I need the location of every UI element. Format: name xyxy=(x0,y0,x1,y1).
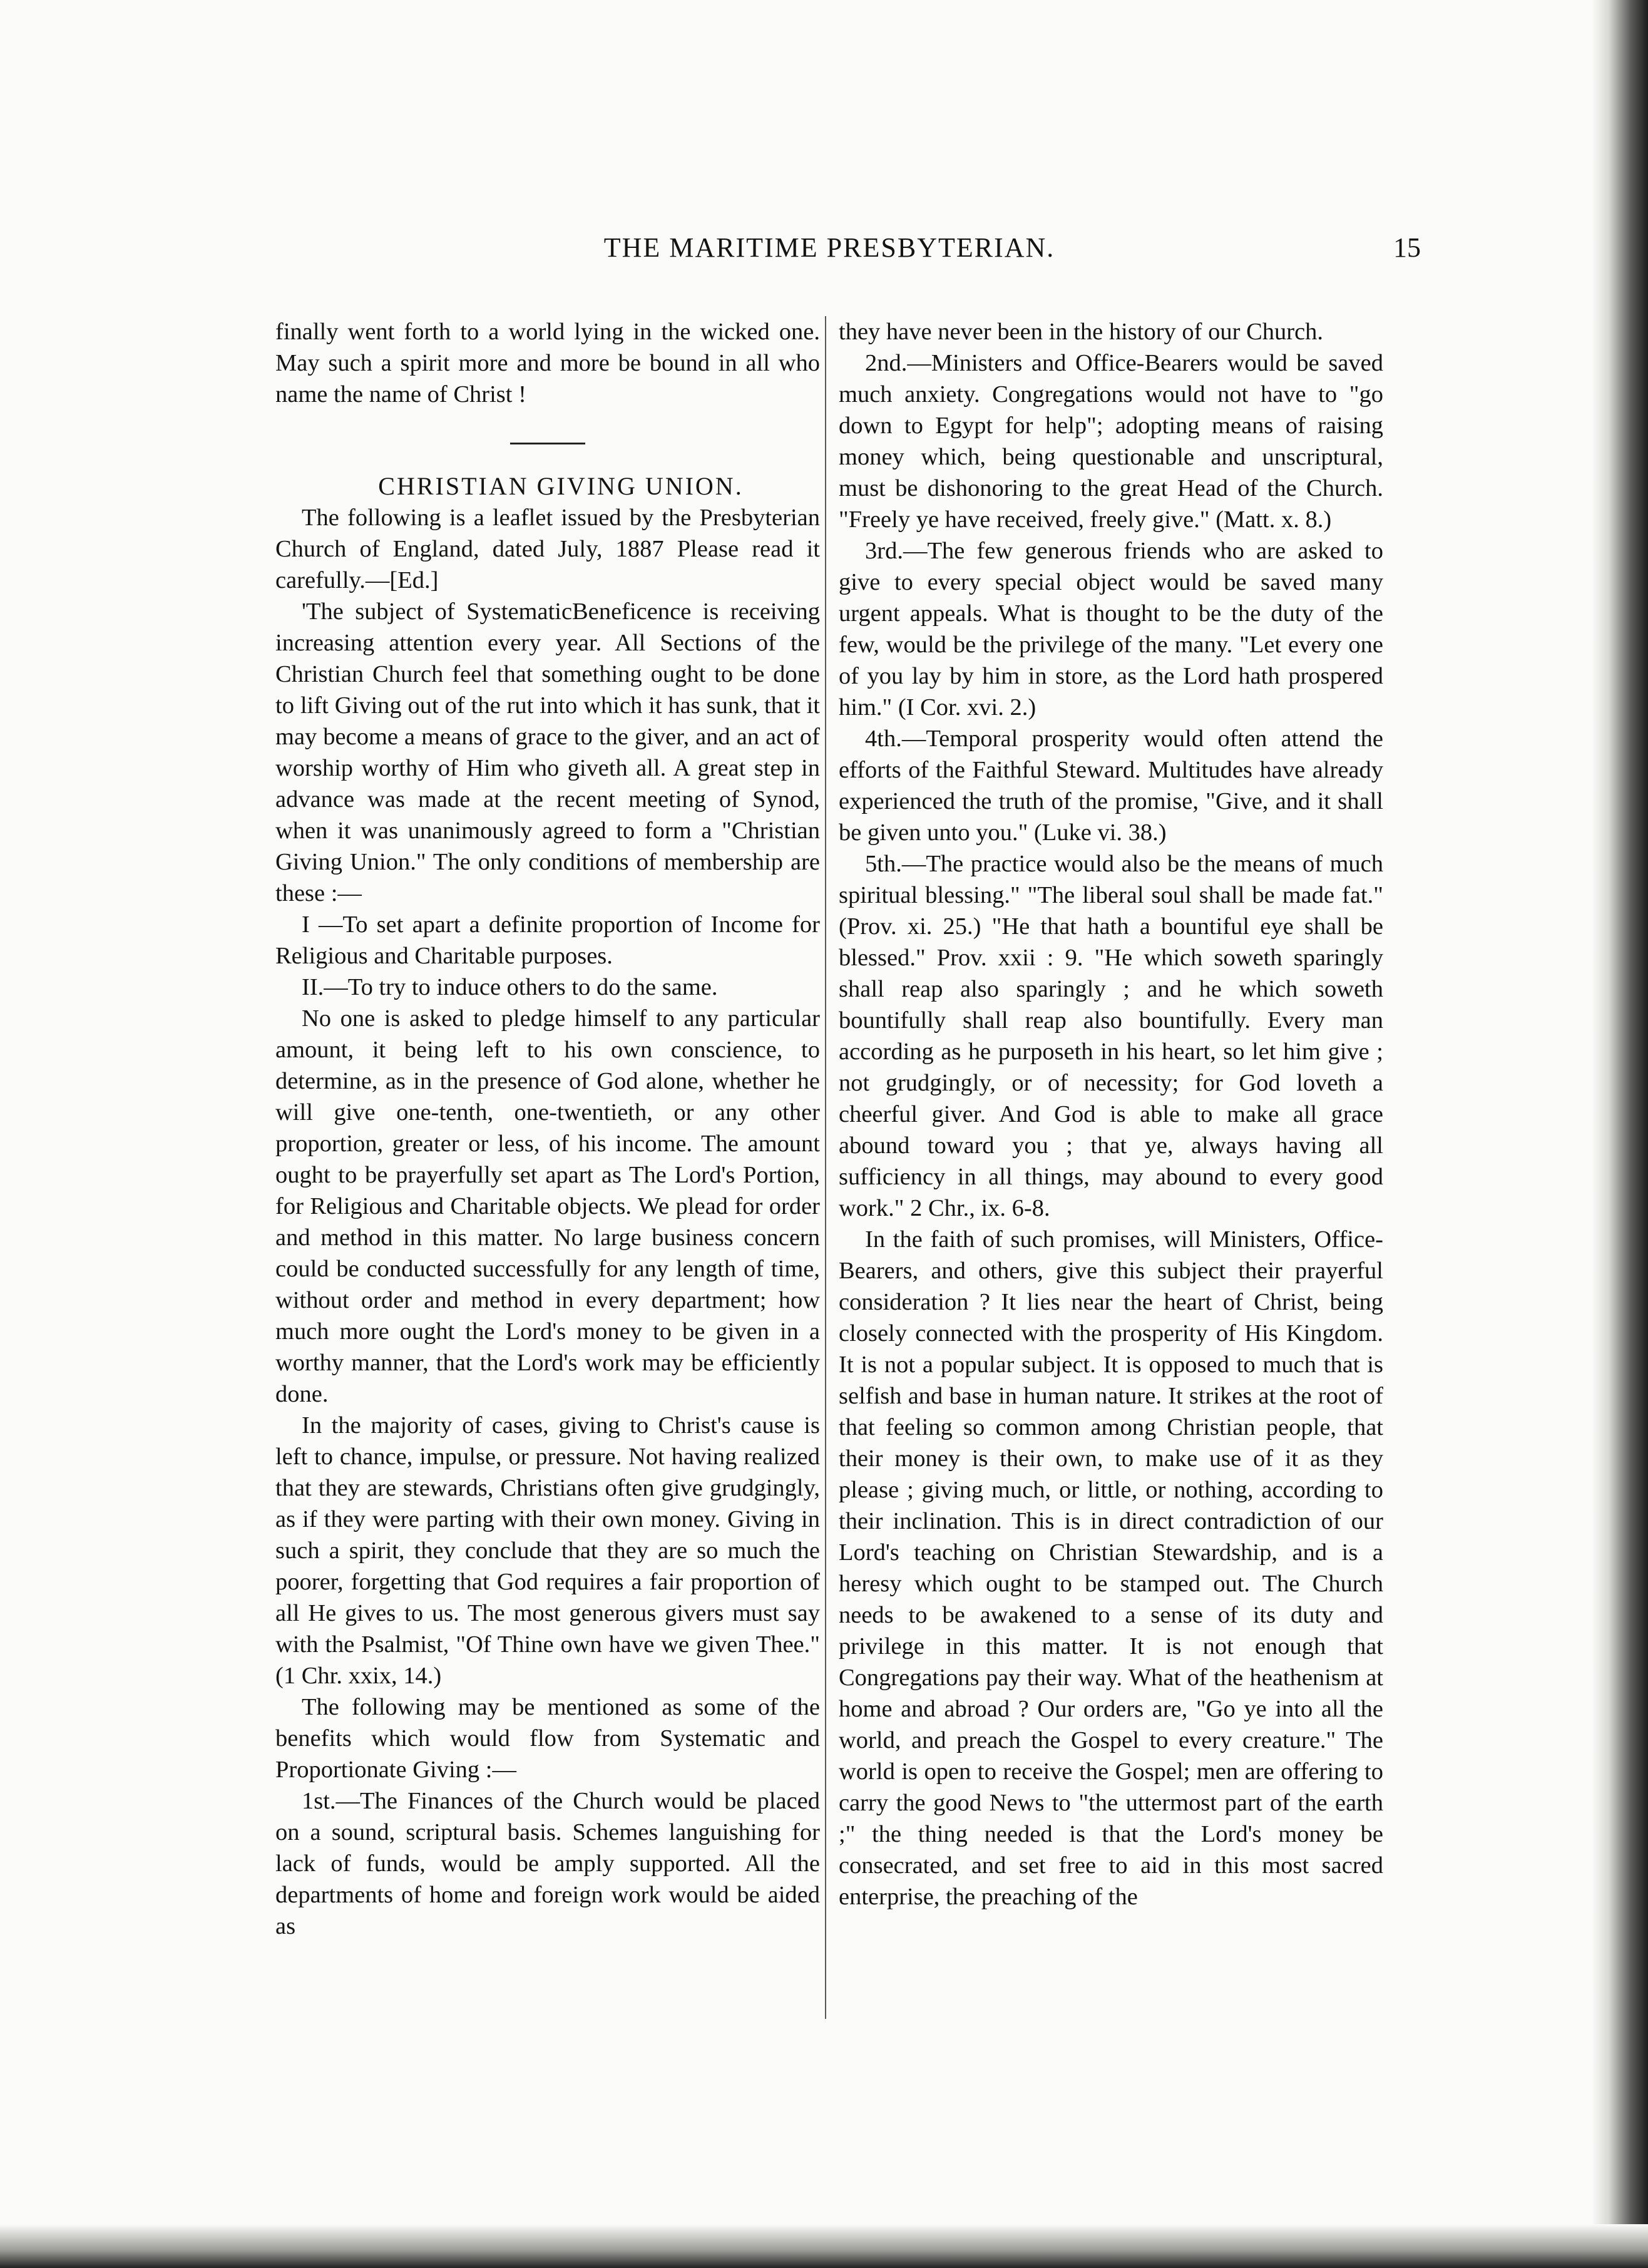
paragraph: 3rd.—The few generous friends who are asked to give to every special object would be saved many urgent appeals. What is thought to be the duty of the few, would be the privilege of the many. "Let every one of you lay by him in store, as the Lord hath prospered him." (I Cor. xvi. 2.) xyxy=(839,538,1383,721)
paragraph: No one is asked to pledge himself to any particular amount, it being left to his own conscience, to determine, as in the presence of God alone, whether he will give one-tenth, one-twentieth, or any other proportion, greater or less, of his income. The amount ought to be prayerfully set apart as The Lord's Portion, for Religious and Charitable objects. We plead for order and method in this matter. No large business concern could be conducted successfully for any length of time, without order and method in every department; how much more ought the Lord's money to be given in a worthy manner, that the Lord's work may be efficiently done. xyxy=(275,1005,820,1407)
paragraph: I —To set apart a definite proportion of Income for Religious and Charitable purposes. xyxy=(275,911,820,969)
paragraph: In the majority of cases, giving to Christ's cause is left to chance, impulse, or pressure. Not having realized that they are stewards, Christians often give grudgingly, as if they were parting with their own money. Giving in such a spirit, they conclude that they are so much the poorer, forgetting that God requires a fair proportion of all He gives to us. The most generous givers must say with the Psalmist, "Of Thine own have we given Thee." (1 Chr. xxix, 14.) xyxy=(275,1412,820,1689)
book-gutter-shadow xyxy=(1592,0,1648,2268)
page-number: 15 xyxy=(1393,232,1421,263)
paragraph: The following is a leaflet issued by the Presbyterian Church of England, dated July, 1887 Please read it carefully.—[Ed.] xyxy=(275,505,820,593)
paragraph: 'The subject of SystematicBeneficence is receiving increasing attention every year. All Sections of the Christian Church feel that something ought to be done to lift Giving out of the rut into which it has sunk, that it may become a means of grace to the giver, and an act of worship worthy of Him who giveth all. A great step in advance was made at the recent meeting of Synod, when it was unanimously agreed to form a "Christian Giving Union." The only conditions of membership are these :— xyxy=(275,598,820,906)
paragraph: finally went forth to a world lying in the wicked one. May such a spirit more and more be bound in all who name the name of Christ ! xyxy=(275,319,820,408)
paragraph: 1st.—The Finances of the Church would be placed on a sound, scriptural basis. Schemes languishing for lack of funds, would be amply supported. All the departments of home and foreign work would be aided as xyxy=(275,1788,820,1939)
paragraph: they have never been in the history of our Church. xyxy=(839,319,1324,345)
paragraph: II.—To try to induce others to do the same. xyxy=(302,974,718,1000)
section-divider xyxy=(510,443,585,444)
paragraph: 5th.—The practice would also be the means of much spiritual blessing." "The liberal soul shall be made fat." (Prov. xi. 25.) "He that hath a bountiful eye shall be blessed." Prov. xxii : 9. "He which soweth sparingly shall reap also sparingly ; and he which soweth bountifully shall reap also bountifully. Every man according as he purposeth in his heart, so let him give ; not grudgingly, or of necessity; for God loveth a cheerful giver. And God is able to make all grace abound toward you ; that ye, always having all sufficiency in all things, may abound to every good work." 2 Chr., ix. 6-8. xyxy=(839,851,1383,1221)
page-header xyxy=(275,232,1421,275)
column-rule xyxy=(825,316,826,2019)
left-column xyxy=(275,316,820,1942)
paragraph: 2nd.—Ministers and Office-Bearers would be saved much anxiety. Congregations would not have to "go down to Egypt for help"; adopting means of raising money which, being questionable and unscriptural, must be dishonoring to the great Head of the Church. "Freely ye have received, freely give." (Matt. x. 8.) xyxy=(839,350,1383,533)
paragraph: The following may be mentioned as some of the benefits which would flow from Systematic and Proportionate Giving :— xyxy=(275,1694,820,1783)
page-bottom-edge xyxy=(0,2224,1648,2268)
running-title: THE MARITIME PRESBYTERIAN. xyxy=(603,232,1055,263)
section-title: CHRISTIAN GIVING UNION. xyxy=(378,472,744,500)
paragraph: In the faith of such promises, will Ministers, Office-Bearers, and others, give this subject their prayerful consideration ? It lies near the heart of Christ, being closely connected with the prosperity of His Kingdom. It is not a popular subject. It is opposed to much that is selfish and base in human nature. It strikes at the root of that feeling so common among Christian people, that their money is their own, to make use of it as they please ; giving much, or little, or nothing, according to their inclination. This is in direct contradiction of our Lord's teaching on Christian Stewardship, and is a heresy which ought to be stamped out. The Church needs to be awakened to a sense of its duty and privilege in this matter. It is not enough that Congregations pay their way. What of the heathenism at home and abroad ? Our orders are, "Go ye into all the world, and preach the Gospel to every creature." The world is open to receive the Gospel; men are offering to carry the good News to "the uttermost part of the earth ;" the thing needed is that the Lord's money be consecrated, and set free to aid in this most sacred enterprise, the preaching of the xyxy=(839,1226,1383,1910)
paragraph: 4th.—Temporal prosperity would often attend the efforts of the Faithful Steward. Multitudes have already experienced the truth of the promise, "Give, and it shall be given unto you." (Luke vi. 38.) xyxy=(839,726,1383,846)
right-column xyxy=(839,316,1383,1912)
